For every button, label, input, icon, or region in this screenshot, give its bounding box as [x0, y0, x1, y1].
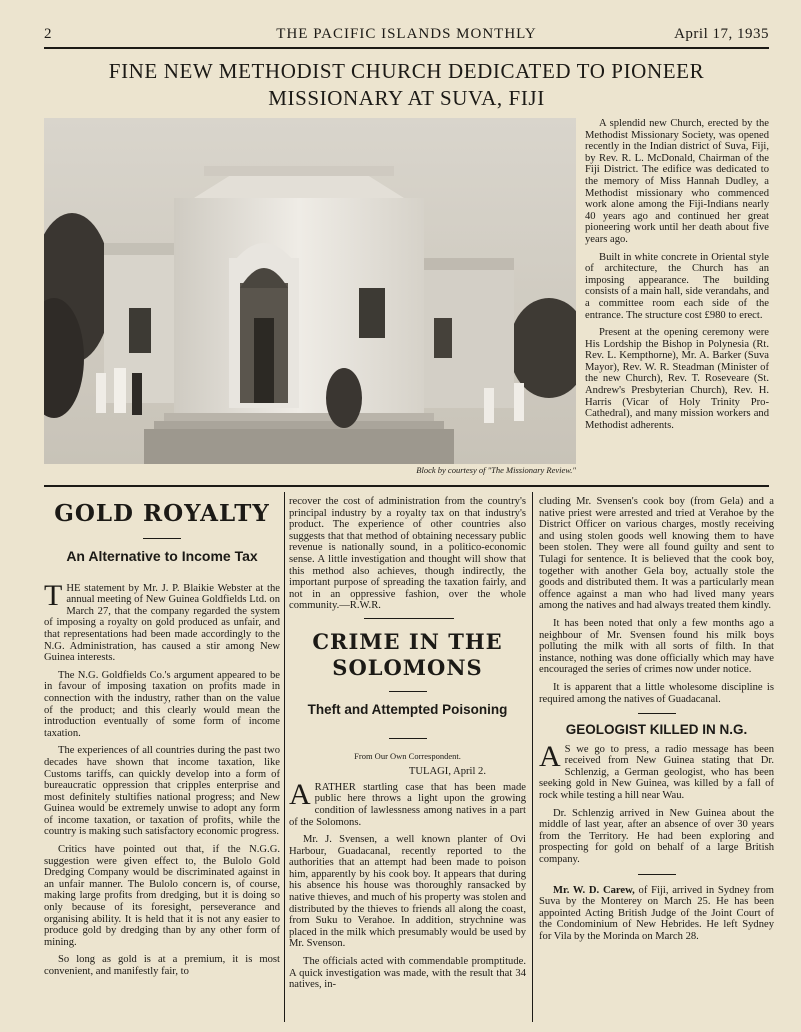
- title-divider: [389, 691, 427, 692]
- middle-column: [289, 496, 526, 997]
- column-divider: [532, 492, 533, 1022]
- dropcap-a: A: [539, 739, 561, 773]
- issue-date: April 17, 1935: [674, 26, 769, 42]
- crime-title-line-1: CRIME IN THE: [312, 628, 503, 654]
- crime-dateline: TULAGI, April 2.: [408, 766, 486, 778]
- crime-subtitle: Theft and Attempted Poisoning: [307, 701, 508, 717]
- publication-name: THE PACIFIC ISLANDS MONTHLY: [276, 26, 537, 42]
- headline-line-1: FINE NEW METHODIST CHURCH DEDICATED TO PIONEER: [108, 59, 705, 83]
- crime-continuation: It has been noted that only a few months ago a neighbour of Mr. Svensen found his milk boys polluting the milk with all sorts of filth. In that instance, nothing was done officially which may have encouraged the series of crimes now under notice.: [539, 617, 774, 676]
- gold-continuation: recover the cost of administration from the country's principal industry by a royalty tax on that industry's product. The experience of other countries also suggests that that method of obtaining necessary public revenue is nationally sound, in a politico-economic sense. A little investigation and thought will show that this method also achieves, though indirectly, the important purpose of spreading the taxation fairly, and not in an oppressive fashion, over the whole community.—R.W.R.: [289, 496, 526, 612]
- crime-byline: From Our Own Correspondent.: [354, 750, 461, 761]
- church-article: [585, 118, 769, 437]
- running-head: [44, 26, 769, 46]
- crime-paragraph: The officials acted with commendable promptitude. A quick investigation was made, with the result that 34 natives, in-: [289, 956, 526, 991]
- photo-caption: Block by courtesy of "The Missionary Review.": [416, 465, 576, 475]
- page-number: 2: [44, 26, 52, 42]
- crime-paragraph: RATHER startling case that has been made public here throws a light upon the growing condition of lawlessness among natives in a part of the Solomons.: [289, 781, 526, 828]
- church-paragraph: A splendid new Church, erected by the Methodist Missionary Society, was opened recently in the Indian district of Suva, Fiji, by Rev. R. L. McDonald, Chairman of the Fiji District. The edifice was dedicated to the memory of Miss Hannah Dudley, a Methodist missionary who commenced work alone among the Fiji-Indians nearly 40 years ago and continued her great pioneering work until her death about five years ago.: [585, 118, 769, 245]
- crime-title-line-2: SOLOMONS: [332, 654, 483, 680]
- geologist-title: GEOLOGIST KILLED IN N.G.: [565, 722, 748, 738]
- gold-paragraph: So long as gold is at a premium, it is most convenient, and manifestly fair, to: [44, 954, 280, 977]
- gold-subtitle: An Alternative to Income Tax: [66, 548, 258, 564]
- header-rule: [44, 47, 769, 49]
- title-divider: [389, 738, 427, 739]
- gold-paragraph: Critics have pointed out that, if the N.G.G. suggestion were given effect to, the Bulolo Gold Dredging Company would be discriminated against in an unfair manner. The Bulolo concern is, of course, making large profits from dredging, but it is doing so only because of its foresight, perseverance and organising ability. It is held that it is not any easier to produce gold by dredging than by any other form of mining.: [44, 844, 280, 948]
- right-column: [539, 496, 774, 949]
- gold-royalty-article: [44, 496, 280, 984]
- crime-continuation: cluding Mr. Svensen's cook boy (from Gela) and a native priest were arrested and tried at Verahoe by the District Officer on various charges, mostly receiving and using stolen goods well knowing them to have been stolen. They were all found guilty and sent to Tulagi for sentence. It is believed that the cook boy, together with another Gela boy, actually stole the goods and distributed them. It was a particularly mean offence against a man who had lived many years among the natives and had always treated them kindly.: [539, 496, 774, 612]
- geologist-paragraph: S we go to press, a radio message has been received from New Guinea stating that Dr. Schlenzig, a German geologist, who has been seeking gold in New Guinea, was killed by a fall of rock while testing a hill near Wau.: [539, 743, 774, 802]
- dropcap-a: A: [289, 777, 311, 811]
- carew-name: Mr. W. D. Carew,: [553, 884, 635, 896]
- church-illustration: [44, 118, 576, 464]
- church-paragraph: Present at the opening ceremony were His Lordship the Bishop in Polynesia (Rt. Rev. L. Kempthorne), Mr. A. Barker (Suva Mayor), Rev. W. R. Steadman (Minister of the new Church), Rev. T. Roseveare (St. Andrew's Presbyterian Church), Rev. H. Harris (Vicar of Holy Trinity Pro-Cathedral), and many mission workers and Methodist adherents.: [585, 327, 769, 431]
- headline: [44, 58, 769, 112]
- gold-paragraph: HE statement by Mr. J. P. Blaikie Webster at the annual meeting of New Guinea Goldfields Ltd. on March 27, that the company regarded the system of imposing a royalty on gold produced as unfair, and that representations had been made accordingly to the N.G. Administration, has caused a stir among New Guinea interests.: [44, 582, 280, 664]
- church-photo: [44, 118, 576, 464]
- church-paragraph: Built in white concrete in Oriental style of architecture, the Church has an imposing appearance. The building consists of a main hall, side verandahs, and a committee room each side of the entrance. The structure cost £980 to erect.: [585, 251, 769, 321]
- carew-text: of Fiji, arrived in Sydney from Suva by the Monterey on March 25. He has been appointed Acting British Judge of the Joint Court of the Condominium of New Hebrides. He left Sydney for Vila by the Morinda on March 28.: [539, 884, 774, 942]
- gold-paragraph: The N.G. Goldfields Co.'s argument appeared to be in favour of imposing taxation on profits made in connection with the industry, rather than on the value of the product; and this clearly would mean the introduction eventually of some form of income taxation.: [44, 669, 280, 739]
- title-divider: [143, 538, 181, 539]
- dropcap-t: T: [44, 578, 63, 612]
- crime-paragraph: Mr. J. Svensen, a well known planter of Ovi Harbour, Guadacanal, recently reported to the authorities that an attempt had been made to poison him, apparently by his cook boy. It appears that during his absence his house was thoroughly ransacked by native thieves, and much of his property was stolen and distributed by the thieves to friends all along the coast, from Suku to Verahoe. In addition, strychnine was placed in the milk which presumably would be used by Mr. Svenson.: [289, 834, 526, 950]
- gold-paragraph: The experiences of all countries during the past two decades have shown that income taxation, like Customs tariffs, can quickly develop into a form of bureaucratic oppression that cripples enterprise and most definitely stultifies national progress; and New Guinea would be extremely unwise to adopt any form of income taxation, or taxation of profits, while the country is making such satisfactory economic progress.: [44, 745, 280, 838]
- gold-title: GOLD ROYALTY: [54, 500, 270, 527]
- column-divider: [284, 492, 285, 1022]
- section-rule: [44, 485, 769, 487]
- crime-continuation: It is apparent that a little wholesome discipline is required among the natives of Guadacanal.: [539, 681, 774, 705]
- crime-title: [289, 629, 526, 681]
- headline-line-2: MISSIONARY AT SUVA, FIJI: [268, 86, 545, 110]
- geologist-paragraph: Dr. Schlenzig arrived in New Guinea about the middle of last year, after an absence of over 30 years from the Territory. He had been exploring and prospecting for gold on behalf of a large British company.: [539, 807, 774, 866]
- title-divider: [638, 874, 676, 875]
- title-divider: [638, 713, 676, 714]
- short-rule: [364, 618, 454, 619]
